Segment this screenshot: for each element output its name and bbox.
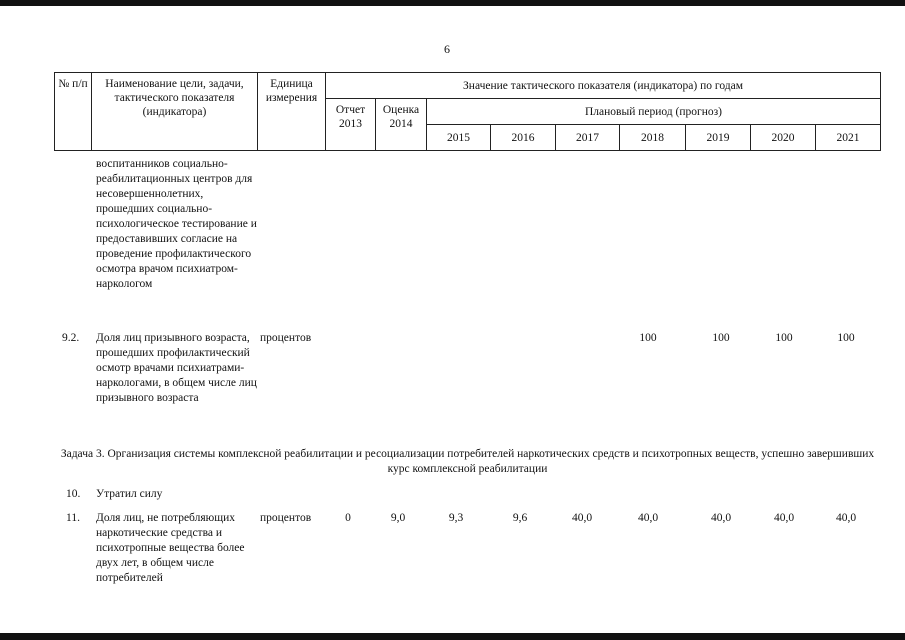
value-2015: 9,3 <box>448 512 464 524</box>
row-unit: процентов <box>260 512 312 524</box>
row-number: 11. <box>66 512 80 524</box>
indicator-table-header <box>54 72 881 151</box>
value-2020: 40,0 <box>773 512 795 524</box>
value-2021: 100 <box>837 332 855 344</box>
continuation-text: воспитанников социально-реабилитационных центров для несовершеннолетних, прошедших социально-психологическое тестирование и предоставивших согласие на проведение профилактического осмотра врачом психиатром-наркологом <box>96 158 257 290</box>
value-2019: 100 <box>712 332 730 344</box>
task-heading: Задача 3. Организация системы комплексной реабилитации и ресоциализации потребителей наркотических средств и психотропных веществ, успешно завершивших курс комплексной реабилитации <box>60 448 875 475</box>
row-name: Доля лиц призывного возраста, прошедших профилактический осмотр врачами психиатрами-наркологами, в общем числе лиц призывного возраста <box>96 332 257 404</box>
header-plan: Плановый период (прогноз) <box>427 99 881 125</box>
header-year: 2015 <box>427 125 491 151</box>
header-year: 2018 <box>620 125 686 151</box>
header-unit: Единица измерения <box>258 73 326 151</box>
top-border-bar <box>0 0 905 6</box>
value-2020: 100 <box>775 332 793 344</box>
value-2021: 40,0 <box>835 512 857 524</box>
value-2014: 9,0 <box>390 512 406 524</box>
header-name: Наименование цели, задачи, тактического показателя (индикатора) <box>92 73 258 151</box>
row-number: 10. <box>66 488 81 500</box>
value-2019: 40,0 <box>710 512 732 524</box>
header-values: Значение тактического показателя (индикатора) по годам <box>326 73 881 99</box>
bottom-border-bar <box>0 633 905 640</box>
header-year: 2021 <box>816 125 881 151</box>
value-2013: 0 <box>345 512 351 524</box>
value-2016: 9,6 <box>512 512 528 524</box>
header-report: Отчет 2013 <box>326 99 376 151</box>
header-year: 2019 <box>686 125 751 151</box>
row-name: Доля лиц, не потребляющих наркотические средства и психотропные вещества более двух лет, в общем числе потребителей <box>96 512 245 584</box>
value-2018: 40,0 <box>637 512 659 524</box>
header-num: № п/п <box>55 73 92 151</box>
row-name: Утратил силу <box>96 488 163 500</box>
row-number: 9.2. <box>62 332 80 344</box>
header-year: 2017 <box>556 125 620 151</box>
page-number: 6 <box>444 42 450 56</box>
value-2017: 40,0 <box>571 512 593 524</box>
header-year: 2016 <box>491 125 556 151</box>
header-year: 2020 <box>751 125 816 151</box>
header-estimate: Оценка 2014 <box>376 99 427 151</box>
row-unit: процентов <box>260 332 312 344</box>
value-2018: 100 <box>639 332 657 344</box>
